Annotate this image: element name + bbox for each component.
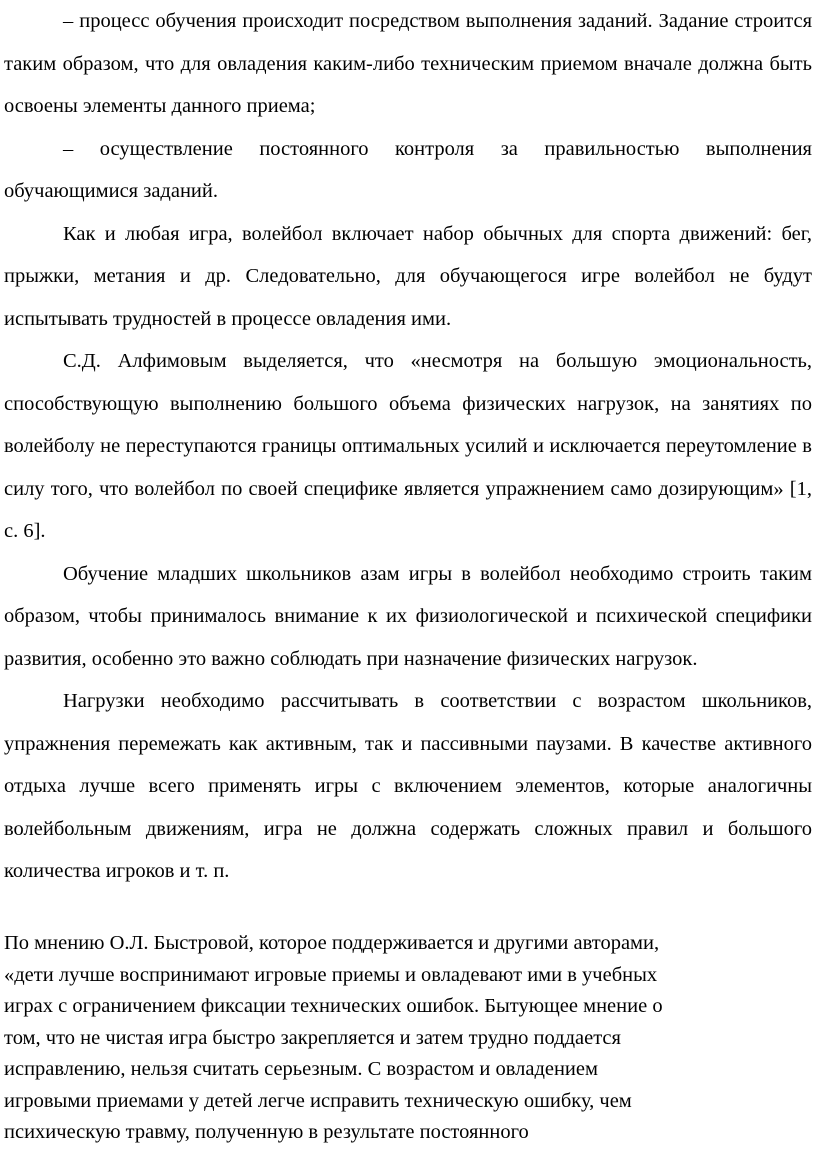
text-line: По мнению О.Л. Быстровой, которое поддерживается и другими авторами, bbox=[4, 932, 660, 954]
text-line: психическую травму, полученную в результате постоянного bbox=[4, 1121, 529, 1143]
text-line: игровыми приемами у детей легче исправить техническую ошибку, чем bbox=[4, 1089, 632, 1112]
bystrova-quote-block bbox=[4, 928, 812, 1149]
text-line: исправлению, нельзя считать серьезным. С возрастом и овладением bbox=[4, 1058, 598, 1080]
paragraph-control: – осуществление постоянного контроля за правильностью выполнения обучающимися заданий. bbox=[4, 137, 812, 202]
text-line: играх с ограничением фиксации технических ошибок. Бытующее мнение о bbox=[4, 995, 663, 1017]
text-line: «дети лучше воспринимают игровые приемы и овладевают ими в учебных bbox=[4, 963, 658, 986]
paragraph-loads: Нагрузки необходимо рассчитывать в соответствии с возрастом школьников, упражнения перемежать как активным, так и пассивными паузами. В качестве активного отдыха лучше всего применять игры с включением элементов, которые аналогичны волейбольным движениям, игра не должна содержать сложных правил и большого количества игроков и т. п. bbox=[4, 690, 812, 882]
paragraph-volleyball-movements: Как и любая игра, волейбол включает набор обычных для спорта движений: бег, прыжки, метания и др. Следовательно, для обучающегося игре волейбол не будут испытывать трудностей в процессе овладения ими. bbox=[4, 222, 812, 330]
text-line: том, что не чистая игра быстро закрепляется и затем трудно поддается bbox=[4, 1026, 621, 1049]
body-text bbox=[4, 0, 812, 893]
paragraph-junior-schoolchildren: Обучение младших школьников азам игры в волейбол необходимо строить таким образом, чтобы принималось внимание к их физиологической и психической специфики развития, особенно это важно соблюдать при назначение физических нагрузок. bbox=[4, 562, 812, 670]
paragraph-task-process: – процесс обучения происходит посредством выполнения заданий. Задание строится таким образом, что для овладения каким-либо техническим приемом вначале должна быть освоены элементы данного приема; bbox=[4, 10, 812, 117]
paragraph-alfimov-quote: С.Д. Алфимовым выделяется, что «несмотря на большую эмоциональность, способствующую выполнению большого объема физических нагрузок, на занятиях по волейболу не переступаются границы оптимальных усилий и исключается переутомление в силу того, что волейбол по своей специфике является упражнением само дозирующим» [1, с. 6]. bbox=[4, 350, 812, 542]
